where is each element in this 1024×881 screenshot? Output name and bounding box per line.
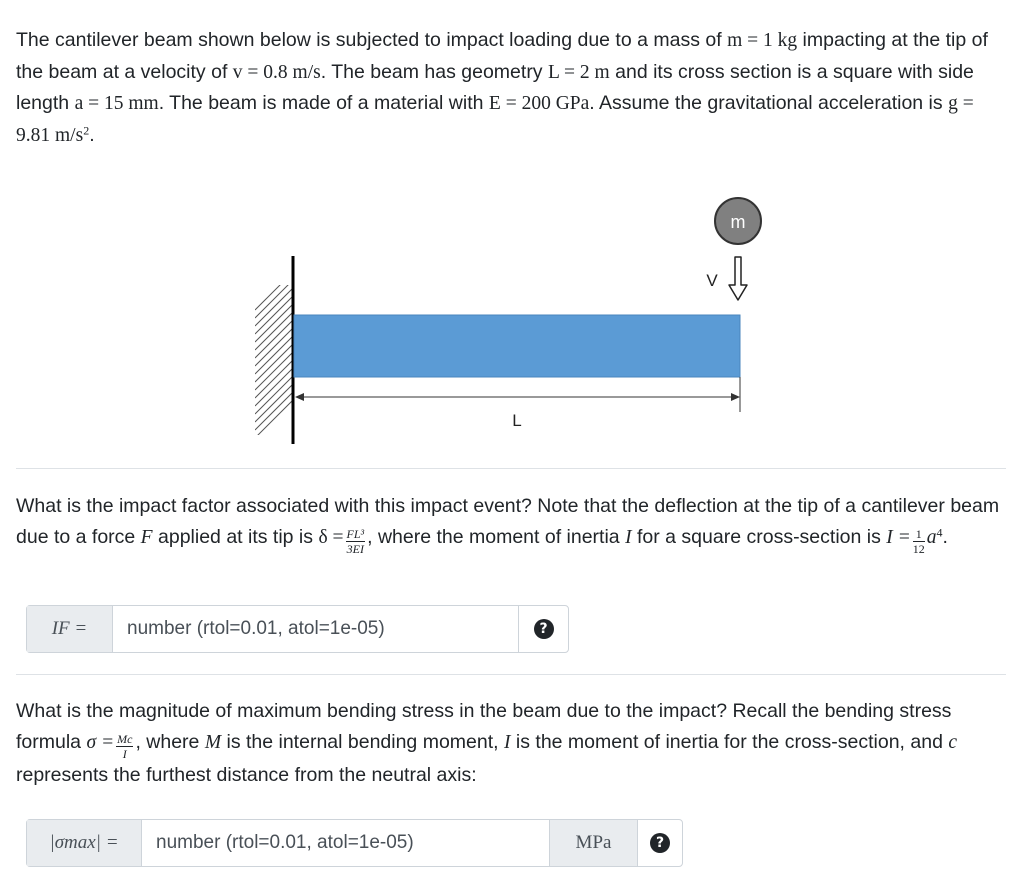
q2-text: represents the furthest distance from the neutral axis:: [16, 764, 477, 787]
fraction-denominator: 3EI: [346, 542, 364, 557]
q2-text: What is the magnitude of maximum bending stress in the beam due to the impact? Recall the bending stress formula: [16, 700, 952, 753]
help-button[interactable]: [638, 820, 682, 866]
intro-text: . Assume the gravitational acceleration is: [589, 92, 949, 114]
length-label: L: [512, 411, 522, 430]
dimension-arrow-right: [731, 393, 740, 401]
divider: [16, 674, 1006, 675]
cantilever-beam-figure: [0, 180, 1024, 460]
inertia-symbol: I: [503, 731, 511, 753]
q2-text: , where: [135, 730, 205, 753]
intro-text: . The beam is made of a material with: [158, 92, 489, 114]
wall-hatching: [255, 272, 293, 438]
mass-label: m: [730, 212, 746, 232]
intro-text: .: [89, 123, 95, 146]
question-2-text: [16, 696, 1006, 791]
deflection-formula: δ =: [318, 526, 344, 548]
side-symbol: a: [926, 526, 937, 548]
side-length-value: a = 15 mm: [74, 93, 159, 114]
intro-text: and its cross section is a square with side length: [16, 60, 974, 114]
fraction-numerator: 1: [913, 528, 925, 542]
modulus-value: E = 200 GPa: [488, 93, 590, 114]
problem-statement: [16, 25, 1006, 151]
gravity-value: g = 9.81 m/s: [16, 93, 974, 146]
help-icon: ?: [650, 833, 670, 853]
intro-text: impacting at the tip of the beam at a velocity of: [16, 29, 988, 83]
fraction-denominator: I: [122, 747, 127, 762]
q1-text: , where the moment of inertia: [367, 525, 626, 548]
q1-text: applied at its tip is: [152, 525, 319, 548]
intro-text: . The beam has geometry: [320, 60, 548, 83]
velocity-arrow-icon: [729, 257, 747, 300]
impact-factor-input-group: [26, 605, 569, 653]
q1-text: What is the impact factor associated with this impact event? Note that the deflection at the tip of a cantilever beam due to a force: [16, 495, 1000, 548]
mass-value: m = 1 kg: [727, 30, 798, 51]
q2-text: is the internal bending moment,: [221, 730, 504, 753]
side-exponent: 4: [936, 524, 943, 539]
max-stress-input-group: [26, 819, 683, 867]
help-icon: ?: [534, 619, 554, 639]
divider: [16, 468, 1006, 469]
q1-text: for a square cross-section is: [631, 525, 887, 548]
stress-fraction: [116, 733, 133, 760]
fraction-numerator: FL³: [346, 527, 365, 542]
q1-text: .: [942, 525, 948, 548]
q2-text: is the moment of inertia for the cross-section, and: [510, 730, 949, 753]
beam: [294, 315, 740, 377]
question-1-text: [16, 491, 1006, 555]
inertia-fraction: [913, 528, 925, 555]
moment-symbol: M: [204, 731, 222, 753]
dimension-arrow-left: [295, 393, 304, 401]
inertia-symbol: I: [625, 526, 632, 548]
intro-text: The cantilever beam shown below is subjected to impact loading due to a mass of: [16, 29, 728, 51]
force-symbol: F: [140, 526, 153, 548]
velocity-value: v = 0.8 m/s: [232, 61, 321, 83]
impact-factor-input[interactable]: number (rtol=0.01, atol=1e-05): [113, 606, 519, 652]
gravity-exponent: 2: [83, 122, 90, 137]
impact-factor-label: IF =: [27, 606, 113, 652]
length-value: L = 2 m: [547, 61, 610, 83]
deflection-fraction: [346, 528, 366, 555]
unit-label: MPa: [550, 820, 638, 866]
stress-formula: σ =: [86, 731, 115, 753]
distance-symbol: c: [948, 731, 958, 753]
inertia-formula: I =: [886, 526, 911, 548]
fraction-denominator: 12: [912, 542, 925, 557]
fraction-numerator: Mc: [117, 732, 133, 747]
velocity-label: V: [706, 271, 718, 290]
max-stress-input[interactable]: number (rtol=0.01, atol=1e-05): [142, 820, 550, 866]
help-button[interactable]: [519, 606, 568, 652]
max-stress-label: |σmax| =: [27, 820, 142, 866]
